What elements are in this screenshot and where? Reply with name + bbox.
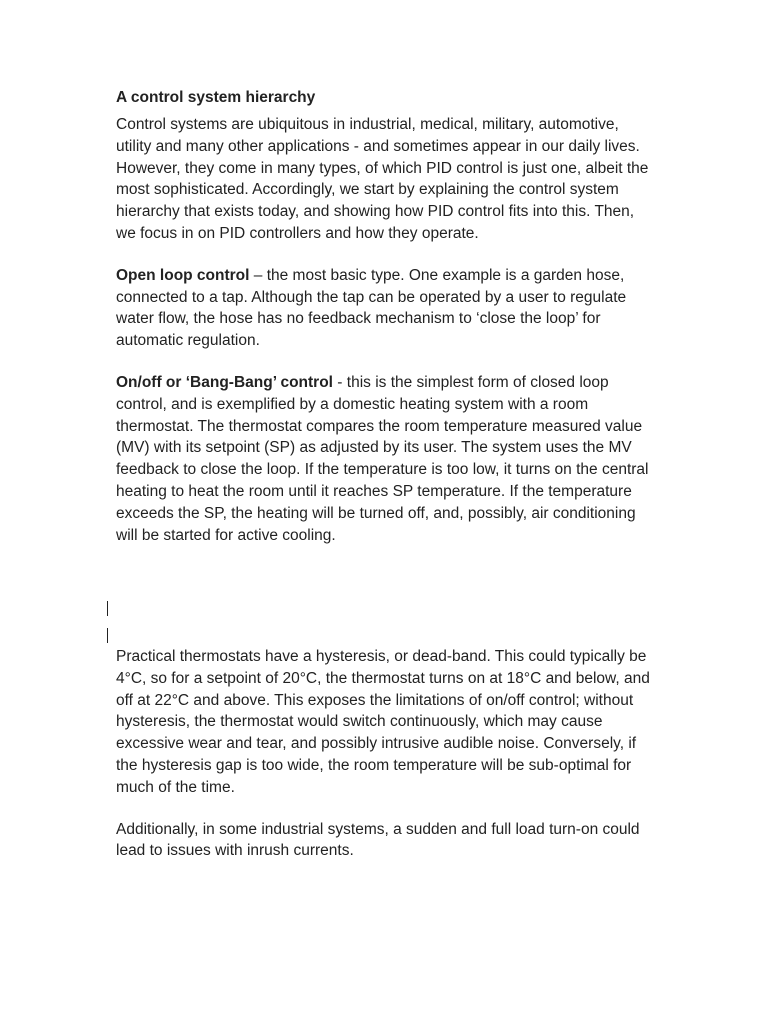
onoff-text: - this is the simplest form of closed loop control, and is exemplified by a domestic heating system with a room thermostat. The thermostat compares the room temperature measured value (MV) with its setpoint (SP) as adjusted by its user. The system uses the MV feedback to close the loop. If the temperature is too low, it turns on the central heating to heat the room until it reaches SP temperature. If the temperature exceeds the SP, the heating will be turned off, and, possibly, air conditioning will be started for active cooling. [116,373,649,544]
onoff-term: On/off or ‘Bang-Bang’ control [116,373,333,391]
text-cursor[interactable] [107,628,108,643]
document-body-lower [116,646,656,882]
intro-paragraph: Control systems are ubiquitous in industrial, medical, military, automotive, utility and many other applications - and sometimes appear in our daily lives. However, they come in many types, of which PID control is just one, albeit the most sophisticated. Accordingly, we start by explaining the control system hierarchy that exists today, and showing how PID control fits into this. Then, we focus in on PID controllers and how they operate. [116,116,649,242]
document-body [116,88,656,566]
open-loop-paragraph [116,265,656,352]
hysteresis-paragraph: Practical thermostats have a hysteresis, or dead-band. This could typically be 4°C, so for a setpoint of 20°C, the thermostat turns on at 18°C and below, and off at 22°C and above. This exposes the limitations of on/off control; without hysteresis, the thermostat would switch continuously, which may cause excessive wear and tear, and possibly intrusive audible noise. Conversely, if the hysteresis gap is too wide, the room temperature will be sub-optimal for much of the time. [116,648,650,796]
open-loop-term: Open loop control [116,266,250,284]
onoff-paragraph [116,372,656,546]
open-loop-text: – the most basic type. One example is a garden hose, connected to a tap. Although the tap can be operated by a user to regulate water flow, the hose has no feedback mechanism to ‘close the loop’ for automatic regulation. [116,266,627,350]
section-heading: A control system hierarchy [116,89,316,106]
text-cursor[interactable] [107,601,108,616]
additionally-paragraph: Additionally, in some industrial systems, a sudden and full load turn-on could lead to issues with inrush currents. [116,820,640,860]
